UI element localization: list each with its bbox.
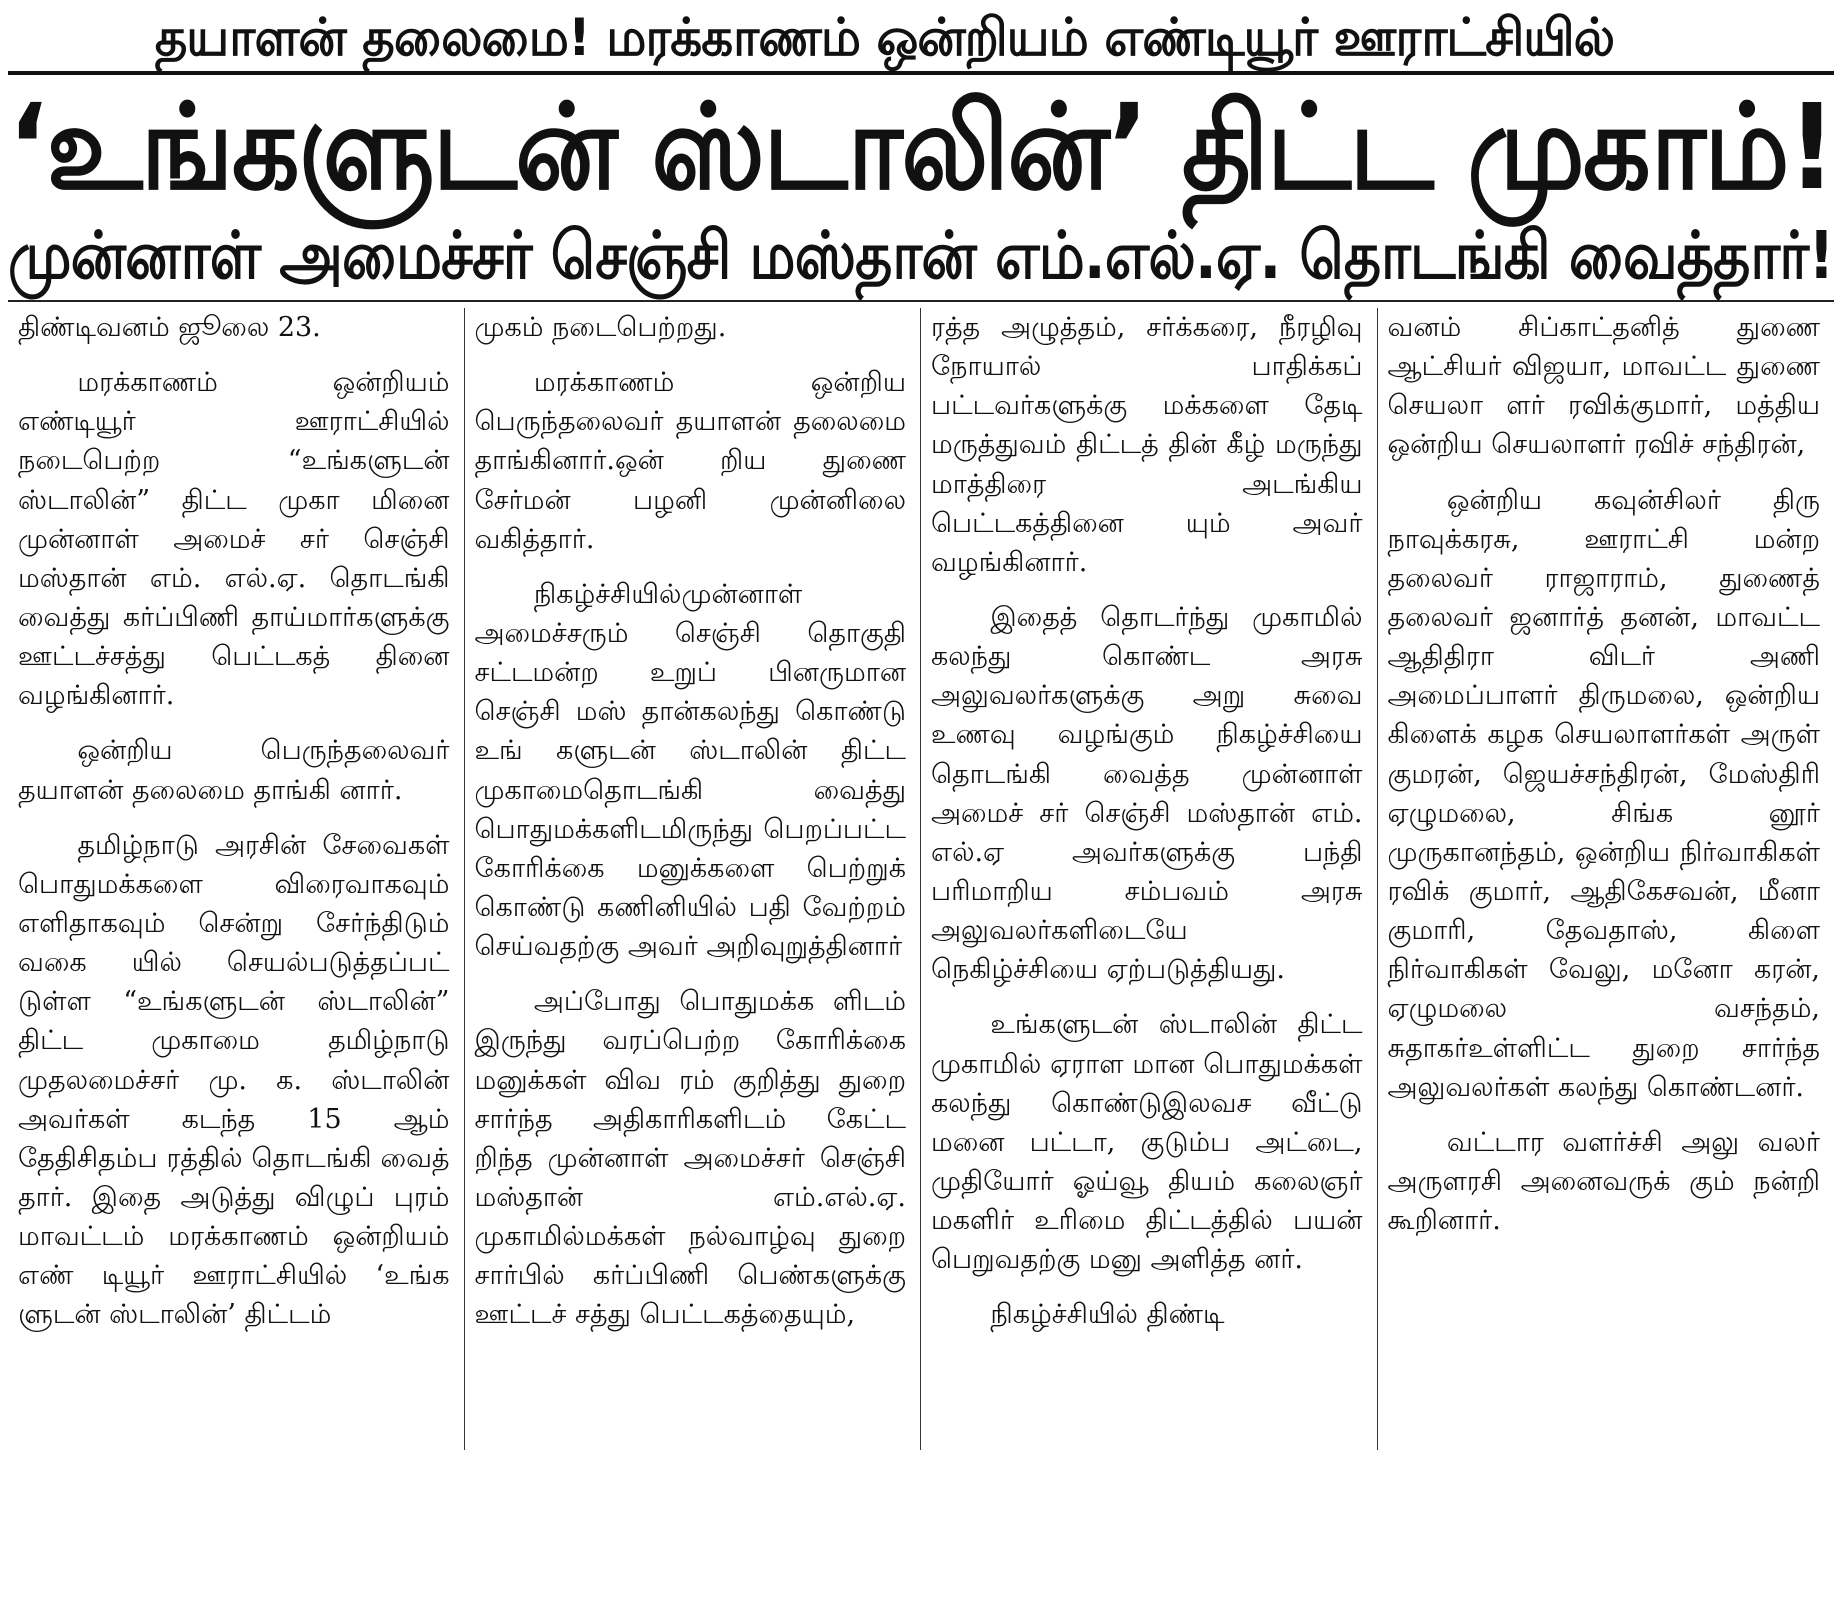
paragraph: மரக்காணம் ஒன்றியம் எண்டியூர் ஊராட்சியில் நடைபெற்ற “உங்களுடன் ஸ்டாலின்” திட்ட முகா மினை முன்னாள் அமைச் சர் செஞ்சி மஸ்தான் எம். எல்.ஏ. தொடங்கி வைத்து கர்ப்பிணி தாய்மார்களுக்கு ஊட்டச்சத்து பெட்டகத் தினை வழங்கினார். — [18, 367, 450, 712]
paragraph: நிகழ்ச்சியில் திண்டி — [990, 1299, 1225, 1331]
paragraph: வனம் சிப்காட்தனித் துணை ஆட்சியர் விஜயா, மாவட்ட துணை செயலா ளர் ரவிக்குமார், மத்திய ஒன்றிய செயலாளர் ரவிச் சந்திரன், — [1387, 312, 1820, 461]
main-headline: ‘உங்களுடன் ஸ்டாலின்’ திட்ட முகாம்! — [8, 78, 1835, 217]
paragraph: ரத்த அழுத்தம், சர்க்கரை, நீரழிவு நோயால் பாதிக்கப் பட்டவர்களுக்கு மக்களை தேடி மருத்துவம் திட்டத் தின் கீழ் மருந்து மாத்திரை அடங்கிய பெட்டகத்தினை யும் அவர் வழங்கினார். — [931, 312, 1363, 578]
paragraph: அப்போது பொதுமக்க ளிடம் இருந்து வரப்பெற்ற கோரிக்கை மனுக்கள் விவ ரம் குறித்து துறை சார்ந்த அதிகாரிகளிடம் கேட்ட றிந்த முன்னாள் அமைச்சர் செஞ்சி மஸ்தான் எம்.எல்.ஏ. முகாமில்மக்கள் நல்வாழ்வு துறை சார்பில் கர்ப்பிணி பெண்களுக்கு ஊட்டச் சத்து பெட்டகத்தையும், — [474, 986, 906, 1331]
dateline: திண்டிவனம் ஜூலை 23. — [18, 312, 321, 344]
sub-headline: முன்னாள் அமைச்சர் செஞ்சி மஸ்தான் எம்.எல்.ஏ. தொடங்கி வைத்தார்! — [8, 216, 1834, 294]
kicker-underline — [8, 71, 1834, 75]
article-column-1 — [8, 308, 465, 1450]
paragraph: உங்களுடன் ஸ்டாலின் திட்ட முகாமில் ஏராள மான பொதுமக்கள் கலந்து கொண்டுஇலவச வீட்டு மனை பட்டா, குடும்ப அட்டை, முதியோர் ஓய்வூ தியம் கலைஞர் மகளிர் உரிமை திட்டத்தில் பயன் பெறுவதற்கு மனு அளித்த னர். — [931, 1009, 1363, 1276]
subhead-divider — [8, 300, 1834, 302]
kicker-headline: தயாளன் தலைமை! மரக்காணம் ஒன்றியம் எண்டியூர் ஊராட்சியில் — [154, 8, 1615, 68]
article-body — [8, 308, 1834, 1450]
article-column-3 — [921, 308, 1378, 1450]
paragraph: தமிழ்நாடு அரசின் சேவைகள் பொதுமக்களை விரைவாகவும் எளிதாகவும் சென்று சேர்ந்திடும் வகை யில் செயல்படுத்தப்பட் டுள்ள “உங்களுடன் ஸ்டாலின்” திட்ட முகாமை தமிழ்நாடு முதலமைச்சர் மு. க. ஸ்டாலின் அவர்கள் கடந்த 15 ஆம் தேதிசிதம்ப ரத்தில் தொடங்கி வைத் தார். இதை அடுத்து விழுப் புரம் மாவட்டம் மரக்காணம் ஒன்றியம் எண் டியூர் ஊராட்சியில் ‘உங்க ளுடன் ஸ்டாலின்’ திட்டம் — [18, 829, 450, 1331]
paragraph: ஒன்றிய கவுன்சிலர் திரு நாவுக்கரசு, ஊராட்சி மன்ற தலைவர் ராஜாராம், துணைத் தலைவர் ஜனார்த் தனன், மாவட்ட ஆதிதிரா விடர் அணி அமைப்பாளர் திருமலை, ஒன்றிய கிளைக் கழக செயலாளர்கள் அருள் குமரன், ஜெயச்சந்திரன், மேஸ்திரி ஏழுமலை, சிங்க னூர் முருகானந்தம், ஒன்றிய நிர்வாகிகள் ரவிக் குமார், ஆதிகேசவன், மீனா குமாரி, தேவதாஸ், கிளை நிர்வாகிகள் வேலு, மனோ கரன், ஏழுமலை வசந்தம், சுதாகர்உள்ளிட்ட துறை சார்ந்த அலுவலர்கள் கலந்து கொண்டனர். — [1387, 484, 1820, 1103]
paragraph: ஒன்றிய பெருந்தலைவர் தயாளன் தலைமை தாங்கி னார். — [18, 735, 450, 806]
paragraph: மரக்காணம் ஒன்றிய பெருந்தலைவர் தயாளன் தலைமை தாங்கினார்.ஒன் றிய துணை சேர்மன் பழனி முன்னிலை வகித்தார். — [474, 367, 906, 555]
paragraph: வட்டார வளர்ச்சி அலு வலர் அருளரசி அனைவருக் கும் நன்றி கூறினார். — [1387, 1126, 1820, 1237]
paragraph: நிகழ்ச்சியில்முன்னாள் அமைச்சரும் செஞ்சி தொகுதி சட்டமன்ற உறுப் பினருமான செஞ்சி மஸ் தான்கலந்து கொண்டு உங் களுடன் ஸ்டாலின் திட்ட முகாமைதொடங்கி வைத்து பொதுமக்களிடமிருந்து பெறப்பட்ட கோரிக்கை மனுக்களை பெற்றுக் கொண்டு கணினியில் பதி வேற்றம் செய்வதற்கு அவர் அறிவுறுத்தினார் — [474, 578, 906, 963]
article-column-4 — [1378, 308, 1835, 1450]
paragraph: முகம் நடைபெற்றது. — [474, 312, 727, 344]
paragraph: இதைத் தொடர்ந்து முகாமில் கலந்து கொண்ட அரசு அலுவலர்களுக்கு அறு சுவை உணவு வழங்கும் நிகழ்ச்சியை தொடங்கி வைத்த முன்னாள் அமைச் சர் செஞ்சி மஸ்தான் எம். எல்.ஏ அவர்களுக்கு பந்தி பரிமாறிய சம்பவம் அரசு அலுவலர்களிடையே நெகிழ்ச்சியை ஏற்படுத்தியது. — [931, 602, 1363, 986]
article-column-2 — [465, 308, 922, 1450]
